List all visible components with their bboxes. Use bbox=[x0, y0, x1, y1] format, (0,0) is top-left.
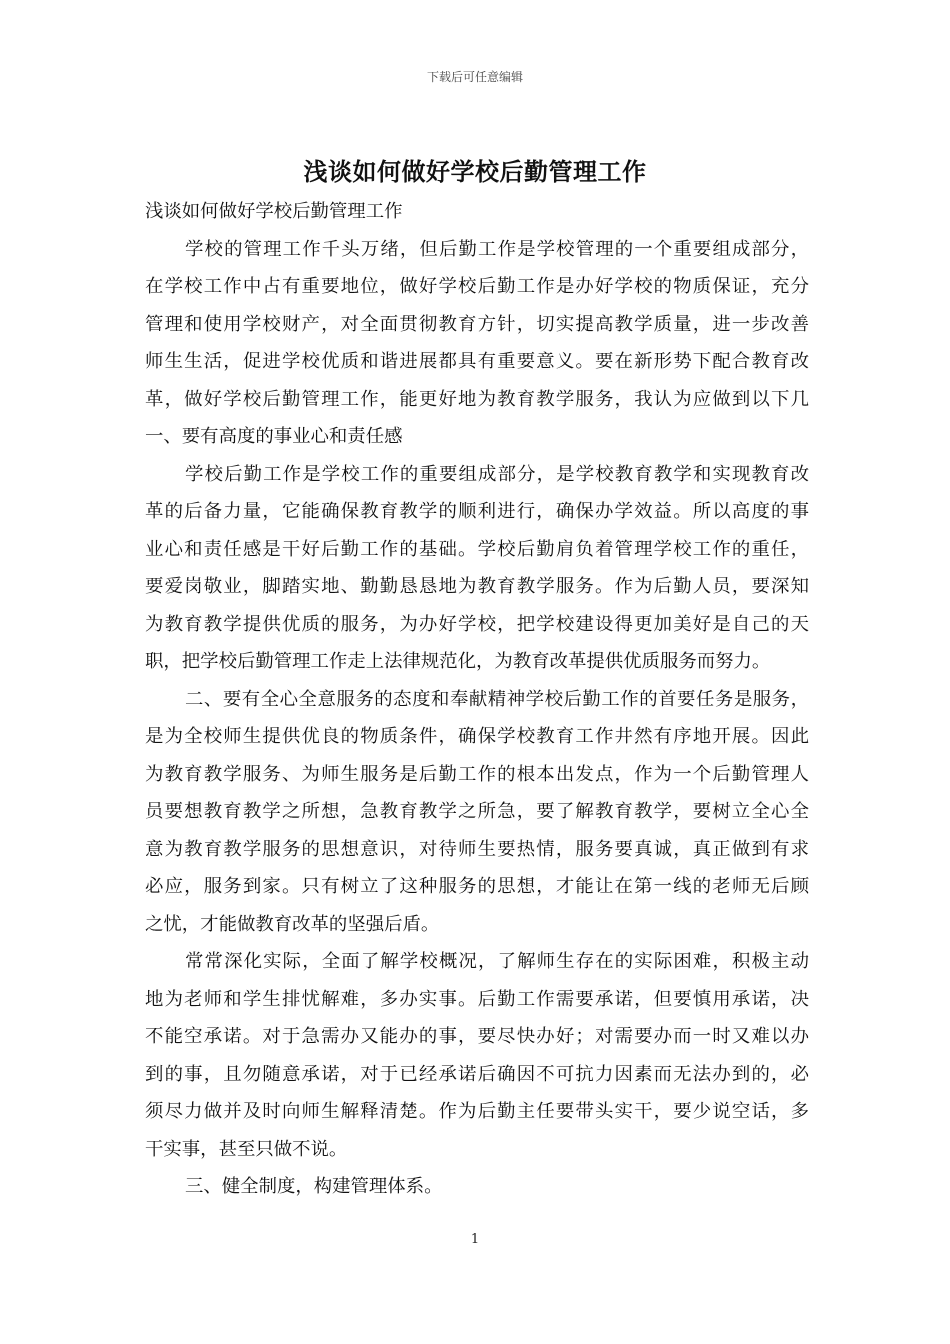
page-header: 下载后可任意编辑 bbox=[426, 70, 523, 84]
text-line: 不能空承诺。对于急需办又能办的事，要尽快办好；对需要办而一时又难以办 bbox=[145, 1026, 809, 1047]
text-line: 地为老师和学生排忧解难，多办实事。后勤工作需要承诺，但要慎用承诺，决 bbox=[145, 988, 809, 1010]
text-line: 一、要有高度的事业心和责任感 bbox=[145, 426, 403, 447]
text-line: 业心和责任感是干好后勤工作的基础。学校后勤肩负着管理学校工作的重任， bbox=[145, 538, 809, 560]
text-line: 职，把学校后勤管理工作走上法律规范化，为教育改革提供优质服务而努力。 bbox=[145, 651, 771, 672]
text-line: 常常深化实际，全面了解学校概况，了解师生存在的实际困难，积极主动 bbox=[185, 951, 809, 972]
text-line: 革的后备力量，它能确保教育教学的顺利进行，确保办学效益。所以高度的事 bbox=[145, 501, 809, 522]
text-line: 三、健全制度，构建管理体系。 bbox=[185, 1176, 443, 1197]
text-line: 革，做好学校后勤管理工作，能更好地为教育教学服务，我认为应做到以下几 bbox=[145, 388, 809, 410]
text-line: 师生生活，促进学校优质和谐进展都具有重要意义。要在新形势下配合教育改 bbox=[145, 351, 809, 372]
text-line: 干实事，甚至只做不说。 bbox=[145, 1138, 348, 1160]
text-line: 必应，服务到家。只有树立了这种服务的思想，才能让在第一线的老师无后顾 bbox=[145, 876, 809, 897]
text-line: 为教育教学服务、为师生服务是后勤工作的根本出发点，作为一个后勤管理人 bbox=[145, 763, 809, 785]
text-line: 要爱岗敬业，脚踏实地、勤勤恳恳地为教育教学服务。作为后勤人员，要深知 bbox=[145, 576, 809, 597]
text-line: 在学校工作中占有重要地位，做好学校后勤工作是办好学校的物质保证，充分 bbox=[145, 276, 809, 297]
document-body bbox=[145, 198, 809, 1211]
text-line: 管理和使用学校财产，对全面贯彻教育方针，切实提高教学质量，进一步改善 bbox=[145, 313, 809, 335]
text-line: 须尽力做并及时向师生解释清楚。作为后勤主任要带头实干，要少说空话，多 bbox=[145, 1101, 809, 1122]
text-line: 之忧，才能做教育改革的坚强后盾。 bbox=[145, 913, 440, 935]
text-line: 意为教育教学服务的思想意识，对待师生要热情，服务要真诚，真正做到有求 bbox=[145, 838, 809, 860]
text-line: 是为全校师生提供优良的物质条件，确保学校教育工作井然有序地开展。因此 bbox=[145, 726, 809, 747]
document-title: 浅谈如何做好学校后勤管理工作 bbox=[303, 157, 647, 186]
text-line: 到的事，且勿随意承诺，对于已经承诺后确因不可抗力因素而无法办到的，必 bbox=[145, 1063, 809, 1085]
text-line: 员要想教育教学之所想，急教育教学之所急，要了解教育教学，要树立全心全 bbox=[145, 801, 809, 822]
text-line: 学校后勤工作是学校工作的重要组成部分，是学校教育教学和实现教育改 bbox=[185, 463, 809, 485]
text-line: 二、要有全心全意服务的态度和奉献精神学校后勤工作的首要任务是服务， bbox=[185, 688, 809, 710]
text-line: 学校的管理工作千头万绪，但后勤工作是学校管理的一个重要组成部分， bbox=[185, 238, 809, 260]
text-line: 为教育教学提供优质的服务，为办好学校，把学校建设得更加美好是自己的天 bbox=[145, 613, 809, 635]
text-line: 浅谈如何做好学校后勤管理工作 bbox=[145, 201, 403, 222]
page-number: 1 bbox=[470, 1232, 480, 1247]
